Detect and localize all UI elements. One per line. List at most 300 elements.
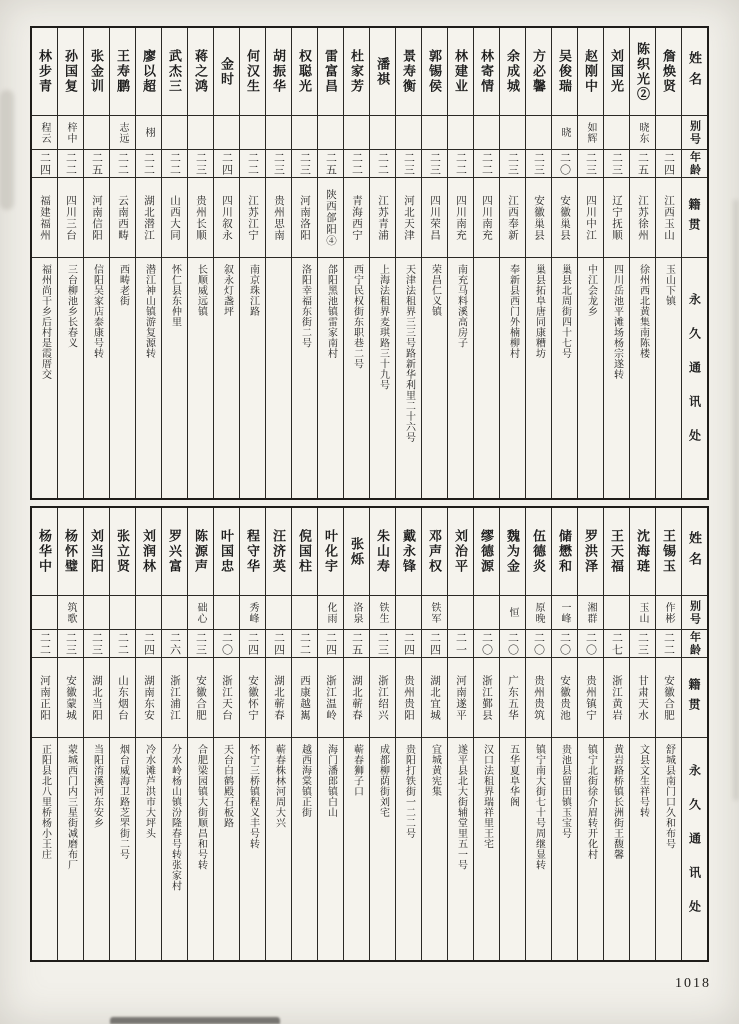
directory-table-bottom <box>30 506 709 962</box>
person-alias <box>500 596 525 630</box>
person-age-text: 二〇 <box>584 631 597 656</box>
person-age <box>110 150 135 178</box>
person-address-text: 正阳县北八里桥杨小王庄 <box>39 744 51 860</box>
person-native <box>162 178 187 258</box>
person-alias <box>526 596 551 630</box>
person-age-text: 二四 <box>402 631 415 656</box>
person-column <box>57 28 83 498</box>
person-name-text: 罗洪泽 <box>583 529 598 574</box>
person-age <box>266 150 291 178</box>
person-name-text: 林寄情 <box>479 49 494 94</box>
person-column <box>187 508 213 960</box>
person-name-text: 朱山寿 <box>375 529 390 574</box>
person-address-text: 镇宁北街徐介眉转开化村 <box>585 744 597 860</box>
person-age <box>396 150 421 178</box>
person-alias <box>188 116 213 150</box>
person-alias <box>240 116 265 150</box>
person-age-text: 二二 <box>116 631 129 656</box>
person-native-text: 江苏江宁 <box>247 194 258 241</box>
person-name <box>110 508 135 596</box>
person-address <box>214 738 239 960</box>
person-native-text: 安徽怀宁 <box>247 674 258 721</box>
header-column <box>681 508 707 960</box>
person-name-text: 倪国柱 <box>297 529 312 574</box>
person-age-text: 二三 <box>194 151 207 176</box>
person-age <box>500 630 525 658</box>
person-column <box>655 508 681 960</box>
person-address <box>526 738 551 960</box>
person-alias-text: 恒 <box>507 607 518 618</box>
person-name-text: 金时 <box>219 56 234 87</box>
person-native-text: 青海西宁 <box>351 194 362 241</box>
person-alias <box>58 116 83 150</box>
person-address-text: 冷水滩芦洪市大坪头 <box>143 744 155 839</box>
person-name-text: 叶国忠 <box>219 529 234 574</box>
person-column <box>577 28 603 498</box>
person-alias <box>110 596 135 630</box>
person-address <box>266 258 291 498</box>
person-name <box>630 28 655 116</box>
person-address <box>474 258 499 498</box>
person-alias <box>84 596 109 630</box>
person-native <box>474 178 499 258</box>
person-address <box>136 258 161 498</box>
person-address <box>630 258 655 498</box>
person-address-text: 上海法租界麦琪路三十九号 <box>377 264 389 390</box>
person-column <box>83 508 109 960</box>
person-alias-text: 础心 <box>195 601 206 624</box>
header-alias-text: 别号 <box>688 599 701 626</box>
person-name-text: 孙国复 <box>63 49 78 94</box>
person-address-text: 天津法租界三三号路新华利里二十六号 <box>403 264 415 443</box>
person-name-text: 缪德源 <box>479 529 494 574</box>
person-age <box>292 150 317 178</box>
person-alias-text: 梓中 <box>65 121 76 144</box>
person-age <box>136 150 161 178</box>
person-name <box>526 28 551 116</box>
person-name-text: 叶化宇 <box>323 529 338 574</box>
person-address <box>578 258 603 498</box>
person-name <box>552 508 577 596</box>
person-column <box>473 28 499 498</box>
person-native <box>136 178 161 258</box>
person-native-text: 山西大同 <box>169 194 180 241</box>
person-address <box>500 738 525 960</box>
person-alias <box>578 596 603 630</box>
person-name-text: 杜家芳 <box>349 49 364 94</box>
person-age <box>344 150 369 178</box>
person-address <box>422 738 447 960</box>
person-age-text: 二七 <box>610 631 623 656</box>
person-age-text: 二三 <box>194 631 207 656</box>
person-native <box>292 658 317 738</box>
person-age-text: 二五 <box>90 151 103 176</box>
person-alias-text: 栩 <box>143 127 154 138</box>
header-name <box>682 508 707 596</box>
person-address <box>604 738 629 960</box>
person-name-text: 陈源声 <box>193 529 208 574</box>
person-alias <box>448 596 473 630</box>
person-native <box>422 178 447 258</box>
person-age <box>370 630 395 658</box>
person-alias <box>110 116 135 150</box>
person-name-text: 张烁 <box>349 536 364 567</box>
person-alias <box>240 596 265 630</box>
person-native <box>344 658 369 738</box>
person-address-text: 中江会龙乡 <box>585 264 597 317</box>
person-age-text: 二三 <box>272 151 285 176</box>
person-name <box>240 508 265 596</box>
person-native <box>552 658 577 738</box>
person-column <box>135 508 161 960</box>
person-column <box>525 508 551 960</box>
person-name <box>318 508 343 596</box>
person-column <box>603 28 629 498</box>
person-age-text: 二〇 <box>558 631 571 656</box>
person-alias <box>422 116 447 150</box>
person-address <box>448 258 473 498</box>
person-age-text: 二二 <box>38 631 51 656</box>
person-column <box>343 508 369 960</box>
person-address <box>136 738 161 960</box>
person-column <box>551 28 577 498</box>
person-alias <box>656 596 681 630</box>
person-address <box>84 258 109 498</box>
person-native-text: 湖南东安 <box>143 674 154 721</box>
person-address-text: 三台柳池乡长春义 <box>65 264 77 348</box>
person-age-text: 二二 <box>454 151 467 176</box>
person-address-text: 潜江神山镇游复源转 <box>143 264 155 359</box>
header-address-text: 永久通讯处 <box>687 764 702 934</box>
person-alias <box>344 116 369 150</box>
person-native-text: 江西奉新 <box>507 194 518 241</box>
person-column <box>109 508 135 960</box>
person-age-text: 二二 <box>662 631 675 656</box>
person-address-text: 蕲春株林河周大兴 <box>273 744 285 828</box>
person-address-text: 海门潘郎镇白山 <box>325 744 337 818</box>
person-alias <box>396 596 421 630</box>
person-name-text: 王天福 <box>609 529 624 574</box>
person-address <box>578 738 603 960</box>
person-address-text: 蕲春狮子口 <box>351 744 363 797</box>
person-name <box>214 28 239 116</box>
person-native-text: 安徽贵池 <box>559 674 570 721</box>
person-address-text: 长顺威远镇 <box>195 264 207 317</box>
person-native-text: 四川荣昌 <box>429 194 440 241</box>
person-column <box>265 28 291 498</box>
person-age-text: 二〇 <box>506 631 519 656</box>
person-column <box>161 28 187 498</box>
person-alias <box>162 116 187 150</box>
person-native <box>370 178 395 258</box>
person-address-text: 怀宁三桥镇程义丰号转 <box>247 744 259 849</box>
person-age <box>396 630 421 658</box>
person-alias <box>552 116 577 150</box>
person-address <box>32 738 57 960</box>
person-native-text: 四川三台 <box>65 194 76 241</box>
person-name <box>396 28 421 116</box>
person-name <box>136 508 161 596</box>
person-native <box>500 658 525 738</box>
person-native-text: 河北天津 <box>403 194 414 241</box>
person-alias <box>318 596 343 630</box>
person-alias-text: 晓东 <box>637 121 648 144</box>
person-column <box>83 28 109 498</box>
person-column <box>239 28 265 498</box>
person-address <box>630 738 655 960</box>
person-age <box>500 150 525 178</box>
person-name <box>474 28 499 116</box>
person-name-text: 刘润林 <box>141 529 156 574</box>
person-address <box>266 738 291 960</box>
person-alias <box>578 116 603 150</box>
person-age-text: 二三 <box>298 151 311 176</box>
person-address <box>32 258 57 498</box>
person-age <box>162 630 187 658</box>
person-address-text: 遂平县北大街辅堂里五一号 <box>455 744 467 870</box>
person-age <box>240 630 265 658</box>
person-native <box>292 178 317 258</box>
person-native-text: 四川南充 <box>455 194 466 241</box>
person-native <box>110 178 135 258</box>
person-native-text: 广东五华 <box>507 674 518 721</box>
person-alias <box>84 116 109 150</box>
person-column <box>499 508 525 960</box>
person-native-text: 河南正阳 <box>39 674 50 721</box>
person-native-text: 云南西畴 <box>117 194 128 241</box>
person-alias-text: 原晚 <box>533 601 544 624</box>
person-native <box>630 178 655 258</box>
person-native <box>32 178 57 258</box>
person-address <box>188 738 213 960</box>
header-name <box>682 28 707 116</box>
person-address-text: 四川岳池平滩场杨宗遂转 <box>611 264 623 380</box>
person-address-text: 洛阳幸福东街二号 <box>299 264 311 348</box>
person-alias <box>214 596 239 630</box>
person-alias-text: 晓 <box>559 127 570 138</box>
person-native <box>84 178 109 258</box>
person-alias <box>552 596 577 630</box>
person-name-text: 储懋和 <box>557 529 572 574</box>
person-address-text: 怀仁县东仲里 <box>169 264 181 327</box>
person-name-text: 魏为金 <box>505 529 520 574</box>
person-address <box>292 738 317 960</box>
person-name <box>292 28 317 116</box>
person-native-text: 湖北蕲春 <box>273 674 284 721</box>
person-age <box>474 150 499 178</box>
person-name <box>656 508 681 596</box>
person-native-text: 陕西郃阳④ <box>325 188 336 247</box>
person-name-text: 刘治平 <box>453 529 468 574</box>
person-native-text: 安徽巢县 <box>533 194 544 241</box>
person-age-text: 二三 <box>584 151 597 176</box>
person-alias <box>630 596 655 630</box>
person-age-text: 二五 <box>350 631 363 656</box>
person-column <box>32 508 57 960</box>
person-age-text: 二五 <box>324 151 337 176</box>
person-name <box>188 508 213 596</box>
person-column <box>395 508 421 960</box>
person-column <box>447 28 473 498</box>
person-native <box>552 178 577 258</box>
person-alias-text: 一峰 <box>559 601 570 624</box>
person-address-text: 西畴老街 <box>117 264 129 306</box>
person-name <box>422 508 447 596</box>
person-age <box>214 150 239 178</box>
person-native-text: 河南信阳 <box>91 194 102 241</box>
person-age <box>240 150 265 178</box>
person-age <box>318 150 343 178</box>
person-age <box>552 150 577 178</box>
person-address <box>344 738 369 960</box>
person-address-text: 越西海棠镇正街 <box>299 744 311 818</box>
person-address <box>240 258 265 498</box>
person-address <box>396 738 421 960</box>
person-address-text: 宜城黄宪集 <box>429 744 441 797</box>
person-name <box>344 28 369 116</box>
person-age <box>448 150 473 178</box>
person-column <box>291 28 317 498</box>
person-address <box>344 258 369 498</box>
person-native-text: 浙江天台 <box>221 674 232 721</box>
person-alias-text: 筑歌 <box>65 601 76 624</box>
person-age <box>58 630 83 658</box>
person-address <box>58 258 83 498</box>
person-alias-text: 化雨 <box>325 601 336 624</box>
person-age-text: 二四 <box>662 151 675 176</box>
header-name-text: 姓名 <box>687 530 702 573</box>
person-native-text: 贵州镇宁 <box>585 674 596 721</box>
person-name <box>396 508 421 596</box>
person-alias-text: 程云 <box>39 121 50 144</box>
person-native-text: 辽宁抚顺 <box>611 194 622 241</box>
person-address-text: 奉新县西门外楠柳村 <box>507 264 519 359</box>
person-name <box>526 508 551 596</box>
person-age-text: 二二 <box>64 151 77 176</box>
person-native-text: 山东烟台 <box>117 674 128 721</box>
person-address <box>552 738 577 960</box>
person-alias <box>370 116 395 150</box>
person-native-text: 湖北当阳 <box>91 674 102 721</box>
person-name <box>318 28 343 116</box>
person-age <box>58 150 83 178</box>
person-age <box>344 630 369 658</box>
person-address <box>422 258 447 498</box>
person-alias-text: 如辉 <box>585 121 596 144</box>
person-age-text: 二三 <box>90 631 103 656</box>
person-address <box>58 738 83 960</box>
person-age-text: 二〇 <box>220 631 233 656</box>
person-age <box>32 150 57 178</box>
person-name-text: 杨华中 <box>37 529 52 574</box>
person-age-text: 二二 <box>168 151 181 176</box>
person-address <box>396 258 421 498</box>
person-age-text: 二二 <box>480 151 493 176</box>
person-native <box>448 658 473 738</box>
person-name-text: 伍德炎 <box>531 529 546 574</box>
person-native <box>32 658 57 738</box>
person-age-text: 二四 <box>220 151 233 176</box>
header-native <box>682 178 707 258</box>
person-name-text: 王锡玉 <box>661 529 676 574</box>
person-address-text: 分水岭杨山镇汾隆春号转张家村 <box>169 744 181 891</box>
person-alias <box>344 596 369 630</box>
person-column <box>161 508 187 960</box>
person-address <box>110 738 135 960</box>
person-native <box>84 658 109 738</box>
person-native-text: 贵州贵阳 <box>403 674 414 721</box>
person-age <box>266 630 291 658</box>
person-address-text: 汉口法租界瑞祥里王宅 <box>481 744 493 849</box>
person-alias <box>370 596 395 630</box>
person-name-text: 雷富昌 <box>323 49 338 94</box>
person-native <box>58 178 83 258</box>
person-age <box>32 630 57 658</box>
header-age <box>682 150 707 178</box>
person-alias-text: 秀峰 <box>247 601 258 624</box>
person-address <box>448 738 473 960</box>
person-address <box>240 738 265 960</box>
person-alias <box>474 596 499 630</box>
person-column <box>447 508 473 960</box>
person-age <box>448 630 473 658</box>
person-name-text: 郭锡侯 <box>427 49 442 94</box>
person-age-text: 二四 <box>428 631 441 656</box>
person-address <box>292 258 317 498</box>
person-name-text: 汪济英 <box>271 529 286 574</box>
scan-artifact <box>0 90 14 210</box>
person-native-text: 江苏徐州 <box>637 194 648 241</box>
person-address-text: 舒城县南门口久和布号 <box>663 744 675 849</box>
page-number: 1018 <box>675 976 711 991</box>
person-column <box>629 508 655 960</box>
person-address-text: 成都柳荫街刘宅 <box>377 744 389 818</box>
person-native-text: 安徽巢县 <box>559 194 570 241</box>
person-native-text: 四川南充 <box>481 194 492 241</box>
header-address <box>682 258 707 498</box>
person-native-text: 江苏青浦 <box>377 194 388 241</box>
person-name <box>630 508 655 596</box>
person-alias-text: 洛泉 <box>351 601 362 624</box>
person-age-text: 二五 <box>636 151 649 176</box>
header-name-text: 姓名 <box>687 50 702 93</box>
person-address-text: 镇宁南大街七十号周继显转 <box>533 744 545 870</box>
person-address-text: 叙永灯盏坪 <box>221 264 233 317</box>
person-native <box>474 658 499 738</box>
person-address <box>370 738 395 960</box>
person-alias-text: 玉山 <box>637 601 648 624</box>
person-name <box>500 28 525 116</box>
person-name-text: 景寿衡 <box>401 49 416 94</box>
person-name-text: 邓声权 <box>427 529 442 574</box>
person-column <box>421 508 447 960</box>
person-address <box>162 738 187 960</box>
person-address <box>604 258 629 498</box>
person-alias <box>136 596 161 630</box>
person-native <box>656 178 681 258</box>
person-native-text: 浙江浦江 <box>169 674 180 721</box>
person-age <box>526 630 551 658</box>
person-age-text: 二四 <box>272 631 285 656</box>
person-native <box>656 658 681 738</box>
person-name-text: 戴永锋 <box>401 529 416 574</box>
person-alias <box>474 116 499 150</box>
person-address-text: 郃阳黑池镇雷家南村 <box>325 264 337 359</box>
person-age <box>656 150 681 178</box>
person-column <box>369 508 395 960</box>
person-alias <box>318 116 343 150</box>
person-name-text: 廖以超 <box>141 49 156 94</box>
